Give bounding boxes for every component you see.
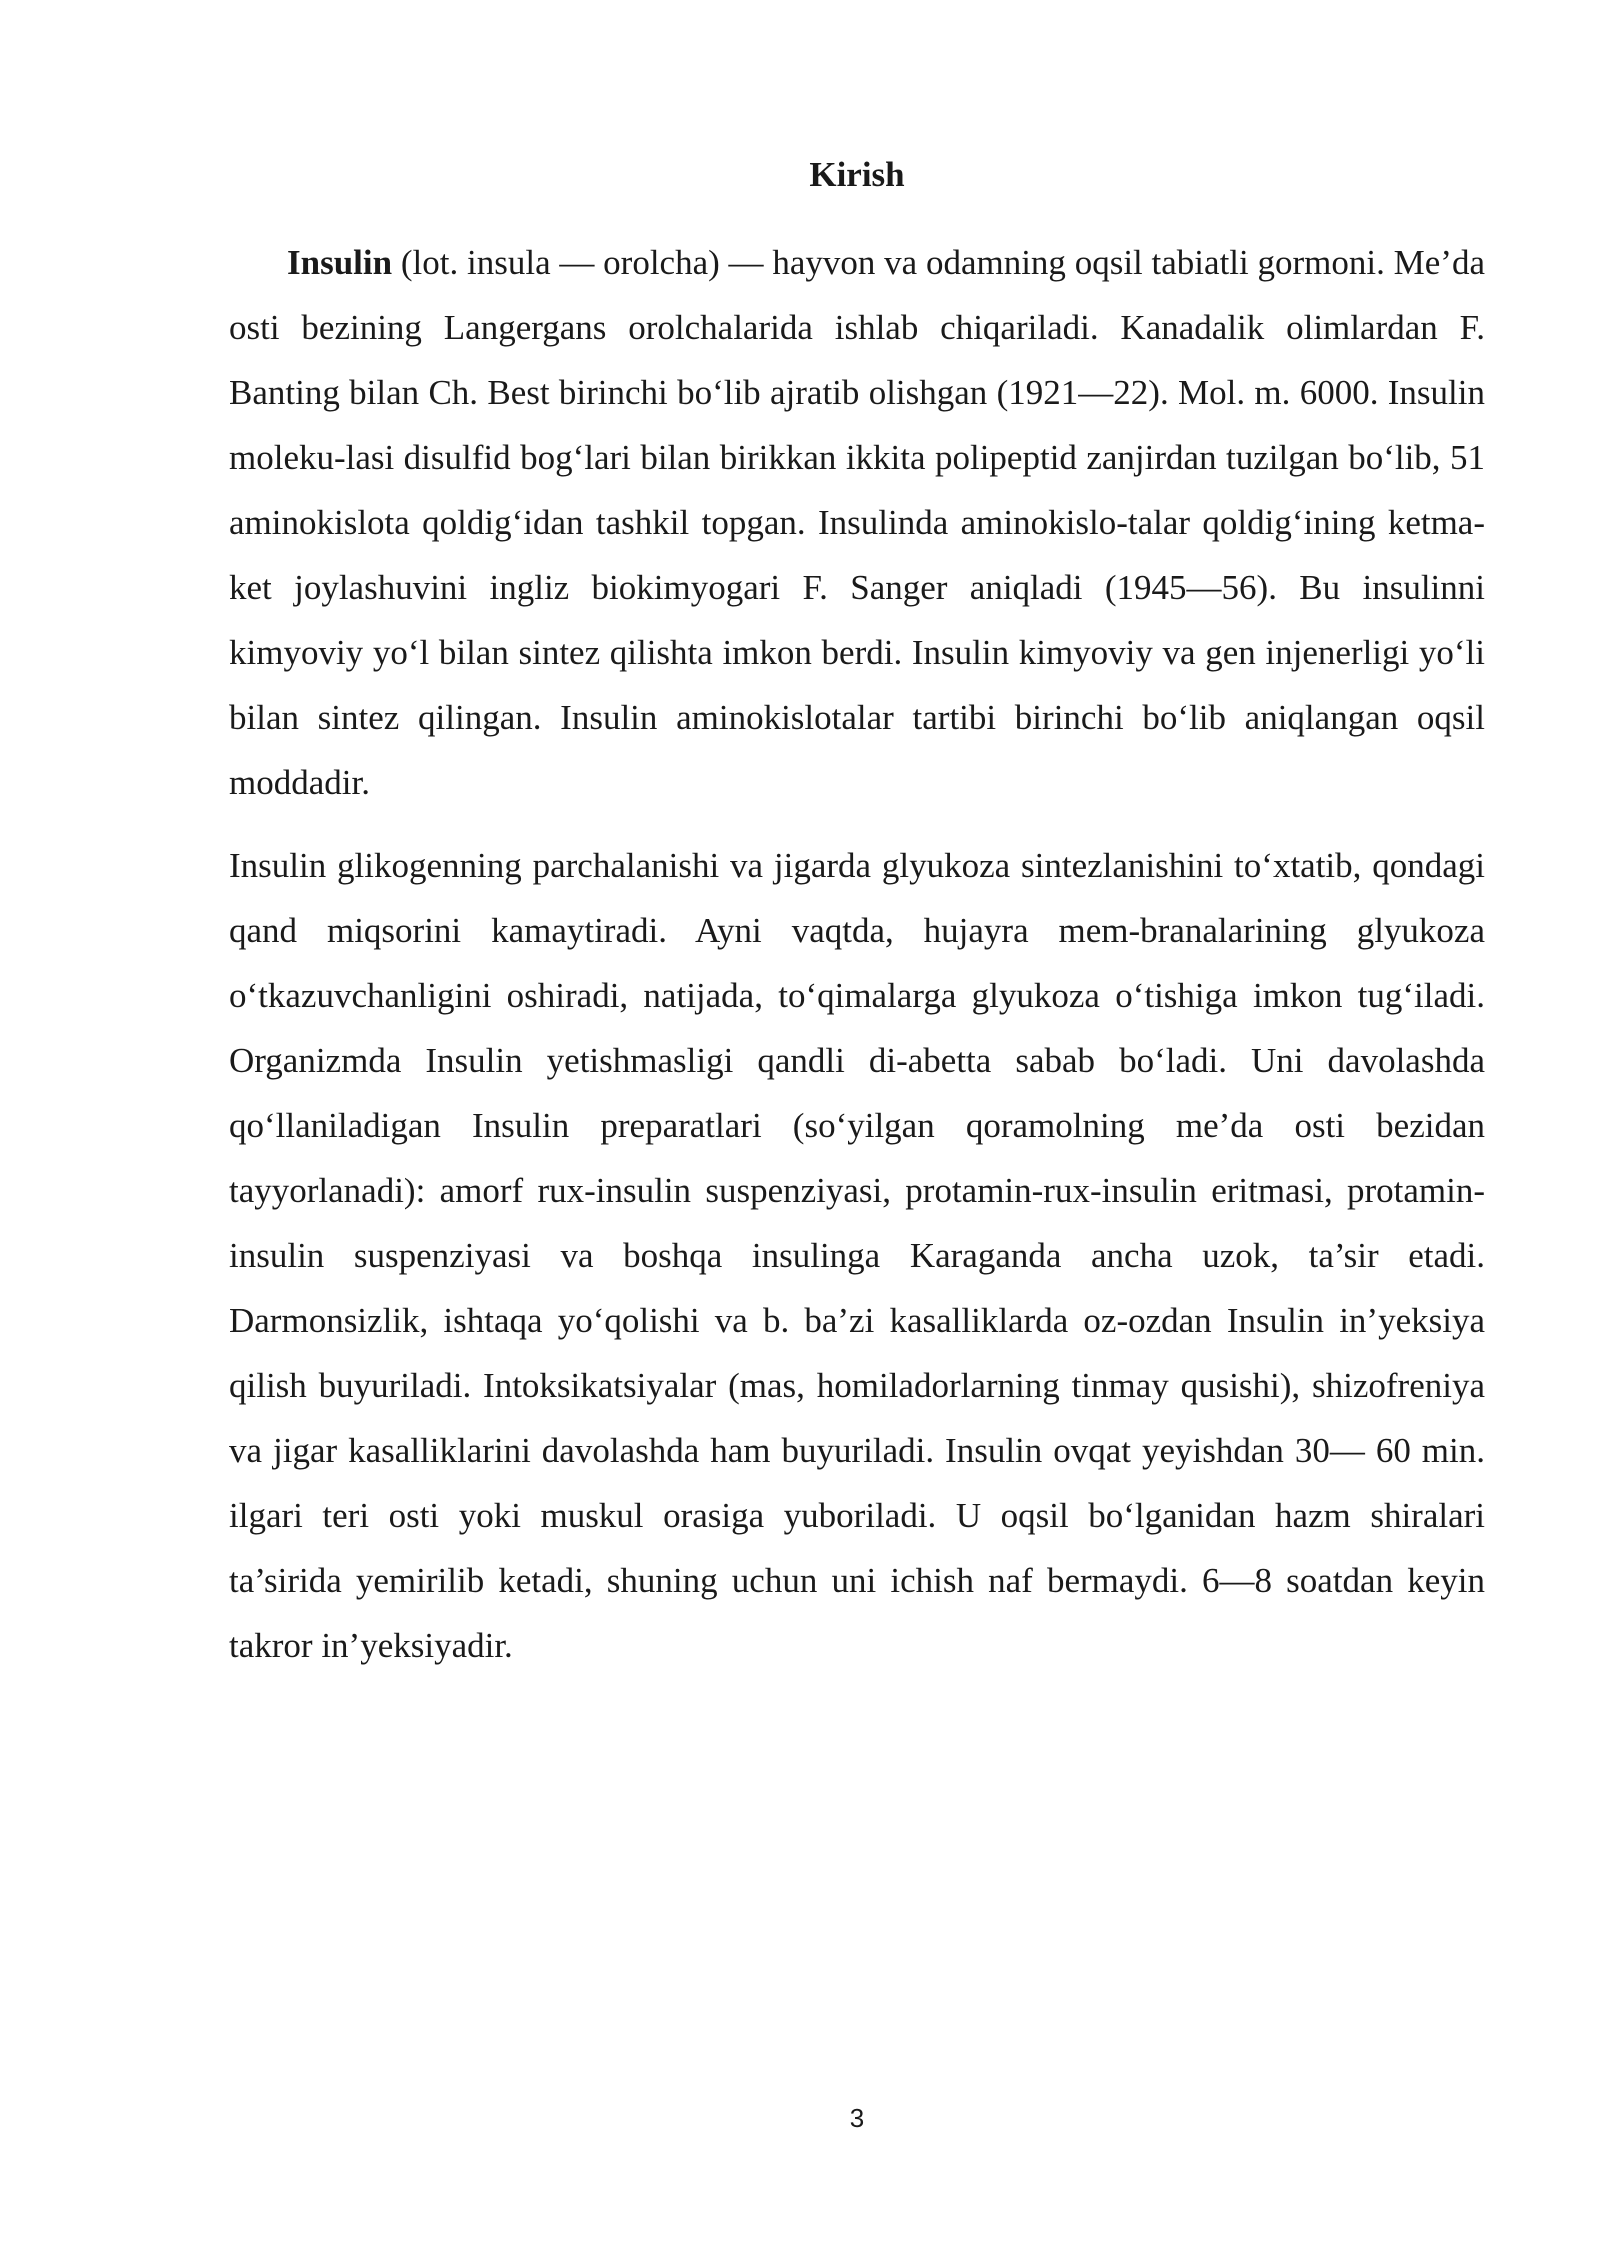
lead-term: Insulin (287, 243, 393, 282)
paragraph-intro-text: (lot. insula — orolcha) — hayvon va odamning oqsil tabiatli gormoni. Me’da osti bezining Langergans orolchalarida ishlab chiqariladi. Kanadalik olimlardan F. Banting bilan Ch. Best birinchi bo‘lib ajratib olishgan (1921—22). Mol. m. 6000. Insulin moleku-lasi disulfid bog‘lari bilan birikkan ikkita polipeptid zanjirdan tuzilgan bo‘lib, 51 aminokislota qoldig‘idan tashkil topgan. Insulinda aminokislo-talar qoldig‘ining ketma-ket joylashuvini ingliz biokimyogari F. Sanger aniqladi (1945—56). Bu insulinni kimyoviy yo‘l bilan sintez qilishta imkon berdi. Insulin kimyoviy va gen injenerligi yo‘li bilan sintez qilingan. Insulin aminokislotalar tartibi birinchi bo‘lib aniqlangan oqsil moddadir. (229, 243, 1485, 802)
paragraph-intro (229, 230, 1485, 815)
page-title: Kirish (809, 155, 905, 194)
page-number: 3 (849, 2103, 865, 2133)
paragraph-effects: Insulin glikogenning parchalanishi va jigarda glyukoza sintezlanishini to‘xtatib, qondagi qand miqsorini kamaytiradi. Ayni vaqtda, hujayra mem-branalarining glyukoza o‘tkazuvchanligini oshiradi, natijada, to‘qimalarga glyukoza o‘tishiga imkon tug‘iladi. Organizmda Insulin yetishmasligi qandli di-abetta sabab bo‘ladi. Uni davolashda qo‘llaniladigan Insulin preparatlari (so‘yilgan qoramolning me’da osti bezidan tayyorlanadi): amorf rux-insulin suspenziyasi, protamin-rux-insulin eritmasi, protamin-insulin suspenziyasi va boshqa insulinga Karaganda ancha uzok, ta’sir etadi. Darmonsizlik, ishtaqa yo‘qolishi va b. ba’zi kasalliklarda oz-ozdan Insulin in’yeksiya qilish buyuriladi. Intoksikatsiyalar (mas, homiladorlarning tinmay qusishi), shizofreniya va jigar kasalliklarini davolashda ham buyuriladi. Insulin ovqat yeyishdan 30— 60 min. ilgari teri osti yoki muskul orasiga yuboriladi. U oqsil bo‘lganidan hazm shiralari ta’sirida yemirilib ketadi, shuning uchun uni ichish naf bermaydi. 6—8 soatdan keyin takror in’yeksiyadir. (229, 846, 1485, 1665)
